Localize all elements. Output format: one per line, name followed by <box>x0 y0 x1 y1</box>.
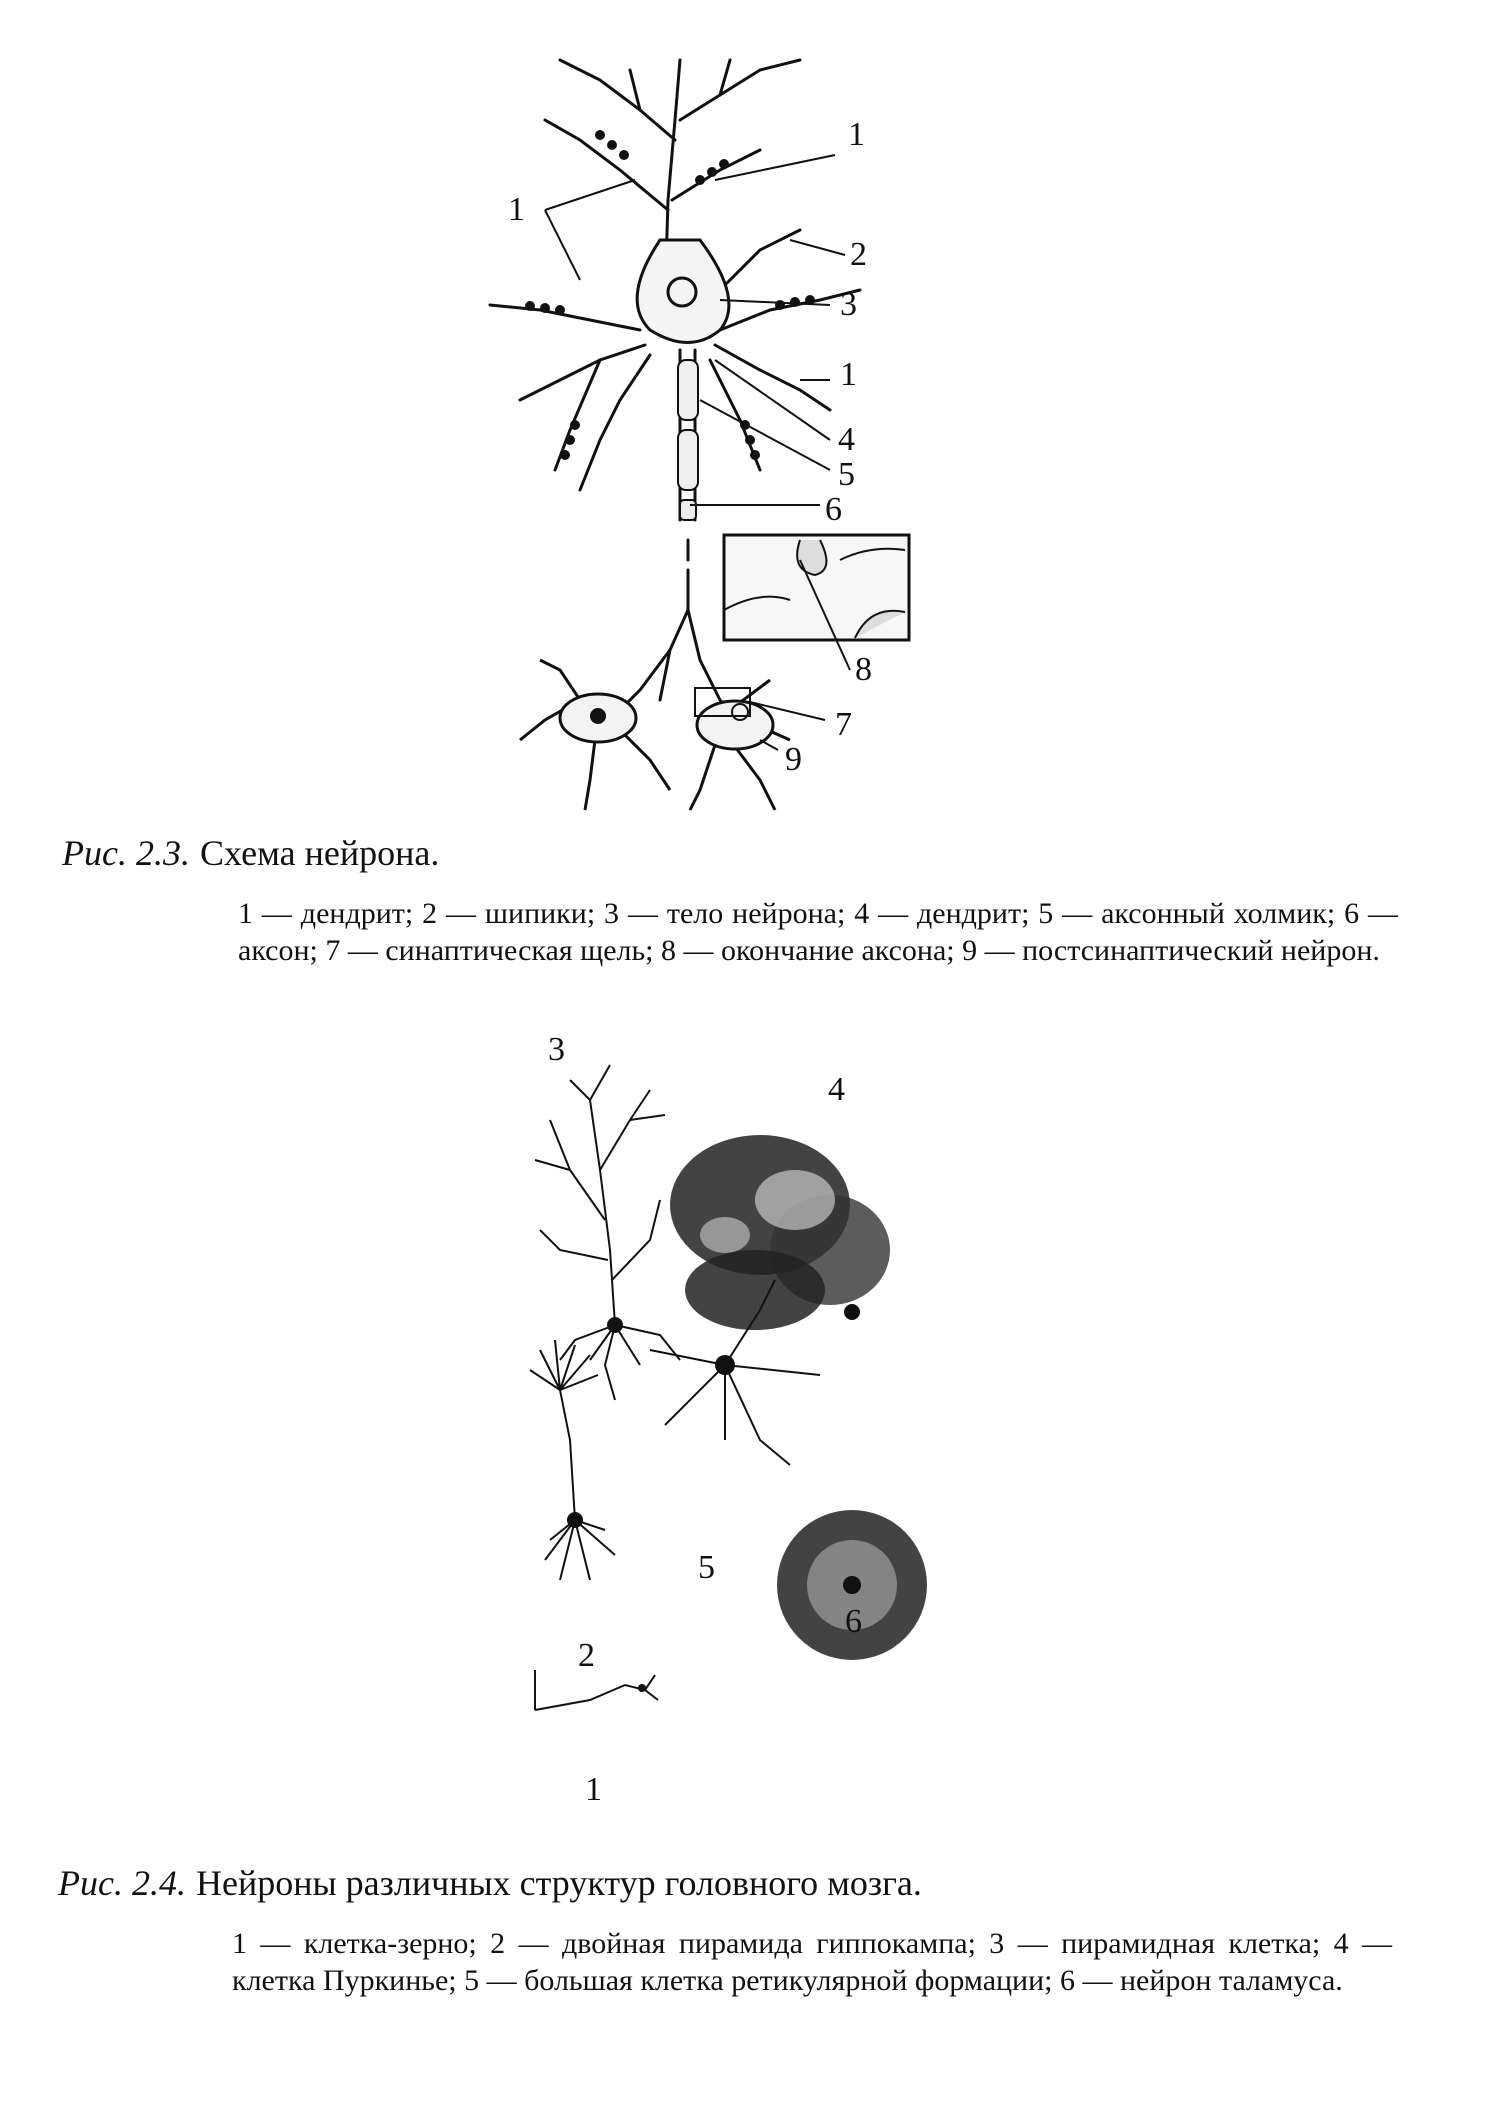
label-5: 5 <box>698 1549 715 1586</box>
label-1: 1 <box>585 1771 602 1808</box>
label-1-right: 1 <box>840 356 857 393</box>
label-9: 9 <box>785 741 802 778</box>
label-3: 3 <box>548 1031 565 1068</box>
figure-number: Рис. 2.4. <box>58 1863 186 1903</box>
label-6: 6 <box>845 1603 862 1640</box>
figure-2-4-legend: 1 — клетка-зерно; 2 — двойная пирамида гиппокампа; 3 — пирамидная клетка; 4 — клетка Пуркинье; 5 — большая клетка ретикулярной формации; 6 — нейрон таламуса. <box>232 1927 1392 1997</box>
label-1-top: 1 <box>848 116 865 153</box>
figure-number: Рис. 2.3. <box>62 833 190 873</box>
figure-2-3-legend: 1 — дендрит; 2 — шипики; 3 — тело нейрона; 4 — дендрит; 5 — аксонный холмик; 6 — аксон; 7 — синаптическая щель; 8 — окончание аксона; 9 — постсинаптический нейрон. <box>238 897 1398 967</box>
label-1-left: 1 <box>508 191 525 228</box>
label-2: 2 <box>578 1637 595 1674</box>
figure-title: Схема нейрона. <box>199 833 440 873</box>
label-7: 7 <box>835 706 852 743</box>
figure-2-4-caption <box>58 1862 922 1905</box>
label-2: 2 <box>850 236 867 273</box>
label-4: 4 <box>838 421 855 458</box>
figure-title: Нейроны различных структур головного мозга. <box>195 1863 922 1903</box>
figure-2-3-caption <box>62 832 439 875</box>
label-3: 3 <box>840 286 857 323</box>
label-5: 5 <box>838 456 855 493</box>
brain-neurons-figure <box>0 1020 1492 1830</box>
label-8: 8 <box>855 651 872 688</box>
label-6: 6 <box>825 491 842 528</box>
label-4: 4 <box>828 1071 845 1108</box>
purkinje-cell-drawing <box>670 1135 890 1330</box>
neuron-schema-figure <box>0 0 1492 830</box>
double-pyramid-drawing <box>530 1340 615 1580</box>
